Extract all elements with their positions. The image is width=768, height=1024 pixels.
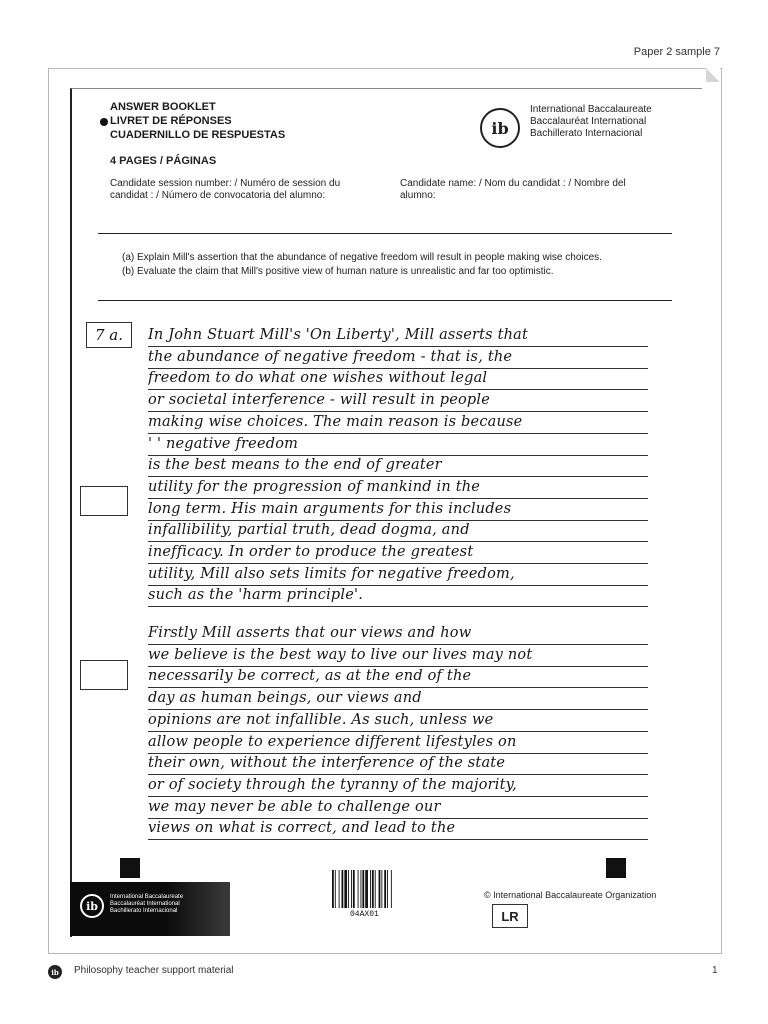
barcode-bar — [379, 870, 381, 908]
page-fold-corner — [706, 68, 720, 82]
barcode-bar — [351, 870, 352, 908]
writing-line — [148, 433, 648, 434]
writing-line — [148, 666, 648, 667]
footer-name-en: International Baccalaureate — [110, 894, 184, 900]
ib-logo-icon: ib — [480, 108, 520, 148]
ib-name-en: International Baccalaureate — [530, 104, 652, 115]
handwritten-line: In John Stuart Mill's 'On Liberty', Mill asserts that — [148, 327, 529, 343]
barcode — [332, 870, 410, 908]
ib-name-fr: Baccalauréat International — [530, 116, 647, 127]
writing-line — [148, 818, 648, 819]
writing-line — [148, 389, 648, 390]
barcode-bar — [348, 870, 349, 908]
writing-line — [148, 476, 648, 477]
writing-line — [148, 606, 648, 607]
registration-mark — [120, 858, 140, 878]
handwritten-line: Firstly Mill asserts that our views and how — [148, 625, 472, 641]
bullet-dot — [100, 118, 108, 126]
booklet-title-es: CUADERNILLO DE RESPUESTAS — [110, 129, 286, 141]
barcode-bar — [339, 870, 340, 908]
handwritten-line: utility, Mill also sets limits for negative freedom, — [148, 565, 515, 582]
handwritten-line: is the best means to the end of greater — [148, 457, 442, 474]
writing-line — [148, 796, 648, 797]
footer-name-fr: Baccalauréat International — [110, 901, 180, 907]
writing-line — [148, 585, 648, 586]
handwritten-line: opinions are not infallible. As such, unless we — [148, 711, 494, 728]
barcode-bar — [332, 870, 334, 908]
candidate-name-label: Candidate name: / Nom du candidat : / Nombre del alumno: — [400, 178, 626, 201]
handwritten-line: infallibility, partial truth, dead dogma, and — [148, 522, 470, 539]
writing-line — [148, 774, 648, 775]
booklet-title — [110, 100, 285, 142]
barcode-bar — [387, 870, 388, 908]
barcode-bar — [372, 870, 374, 908]
handwritten-line: we may never be able to challenge our — [148, 798, 441, 815]
writing-line — [148, 368, 648, 369]
writing-line — [148, 346, 648, 347]
handwritten-line: utility for the progression of mankind in the — [148, 478, 481, 495]
divider — [98, 233, 672, 234]
writing-line — [148, 541, 648, 542]
booklet-title-fr: LIVRET DE RÉPONSES — [110, 115, 232, 127]
divider — [98, 300, 672, 301]
writing-line — [148, 731, 648, 732]
margin-box — [80, 486, 128, 516]
writing-line — [148, 687, 648, 688]
barcode-bar — [365, 870, 368, 908]
handwritten-line: freedom to do what one wishes without legal — [148, 370, 488, 387]
writing-line — [148, 709, 648, 710]
question-b: (b) Evaluate the claim that Mill's positive view of human nature is unrealistic and far too optimistic. — [122, 266, 554, 277]
barcode-bar — [384, 870, 386, 908]
barcode-bar — [362, 870, 364, 908]
footer-org-names — [110, 894, 183, 915]
barcode-bar — [391, 870, 392, 908]
writing-line — [148, 753, 648, 754]
footer-name-es: Bachillerato Internacional — [110, 908, 178, 914]
pages-label: 4 PAGES / PÁGINAS — [110, 155, 217, 167]
booklet-title-en: ANSWER BOOKLET — [110, 101, 216, 113]
writing-line — [148, 563, 648, 564]
handwritten-line: their own, without the interference of the state — [148, 755, 506, 772]
ib-name-es: Bachillerato Internacional — [530, 128, 643, 139]
handwritten-line: the abundance of negative freedom - that is, the — [148, 348, 513, 365]
question-a: (a) Explain Mill's assertion that the abundance of negative freedom will result in people making wise choices. — [122, 252, 602, 263]
page-header-label: Paper 2 sample 7 — [633, 46, 720, 58]
handwritten-line: or of society through the tyranny of the majority, — [148, 776, 517, 793]
handwritten-line: making wise choices. The main reason is because — [148, 413, 523, 430]
handwritten-line: day as human beings, our views and — [148, 690, 422, 707]
question-number-box: 7 a. — [86, 322, 132, 348]
writing-line — [148, 498, 648, 499]
handwritten-line: ' ' negative freedom — [148, 435, 299, 452]
ib-footer-logo-icon: ib — [80, 894, 104, 918]
handwritten-line: such as the 'harm principle'. — [148, 587, 364, 604]
question-text — [122, 251, 602, 279]
barcode-bar — [358, 870, 359, 908]
handwritten-line: we believe is the best way to live our lives may not — [148, 646, 533, 663]
candidate-session-label: Candidate session number: / Numéro de session du candidat : / Número de convocatoria del alumno: — [110, 178, 341, 201]
barcode-bar — [335, 870, 336, 908]
barcode-bar — [344, 870, 347, 908]
page-number: 1 — [712, 965, 718, 976]
lr-label-box: LR — [492, 904, 528, 928]
handwritten-line: necessarily be correct, as at the end of the — [148, 668, 472, 685]
ib-org-names — [530, 104, 652, 140]
writing-line — [148, 644, 648, 645]
handwritten-line: long term. His main arguments for this includes — [148, 500, 512, 517]
margin-box — [80, 660, 128, 690]
handwritten-line: allow people to experience different lifestyles on — [148, 733, 517, 750]
barcode-bar — [342, 870, 344, 908]
writing-line — [148, 520, 648, 521]
handwritten-line: or societal interference - will result in people — [148, 392, 491, 409]
writing-line — [148, 455, 648, 456]
ib-small-logo-icon: ib — [48, 965, 62, 979]
footer-title: Philosophy teacher support material — [74, 965, 234, 976]
barcode-bar — [381, 870, 382, 908]
copyright-text: © International Baccalaureate Organization — [484, 890, 657, 900]
barcode-bar — [361, 870, 362, 908]
barcode-bar — [370, 870, 371, 908]
barcode-bar — [353, 870, 355, 908]
writing-line — [148, 839, 648, 840]
registration-mark — [606, 858, 626, 878]
handwritten-line: inefficacy. In order to produce the greatest — [148, 544, 474, 560]
barcode-code: 04AX01 — [350, 910, 379, 919]
writing-line — [148, 411, 648, 412]
handwritten-line: views on what is correct, and lead to the — [148, 820, 456, 837]
barcode-bar — [375, 870, 376, 908]
